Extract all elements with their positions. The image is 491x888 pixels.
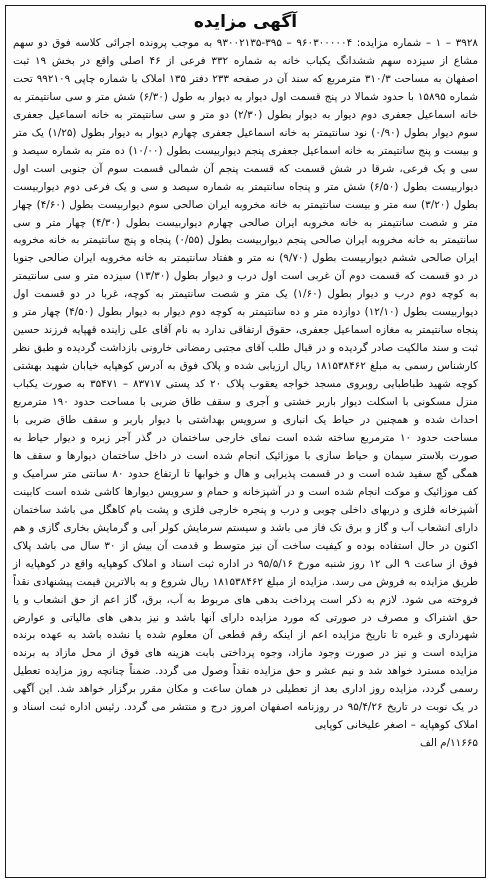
auction-notice bbox=[5, 5, 486, 878]
notice-title: آگهی مزایده bbox=[193, 12, 298, 32]
notice-reference-code: ۱۱۶۶۵/م الف bbox=[420, 737, 478, 750]
notice-body: ۳۹۲۸ – ۱ – شماره مزایده: ۹۶۰۳۰۰۰۰۰۴ – ۳۹۵-۹۳۰۰۲۱۳۵ به موجب پرونده اجرائی کلاسه فوق دو سهم مشاع از سیزده سهم ششدانگ یکباب خانه به شماره ۳۳۲ فرعی از ۴۶ اصلی واقع در بخش ۱۹ ثبت اصفهان به مساحت ۳۱۰/۳ مترمربع که سند آن در صفحه ۲۳۳ دفتر ۱۳۵ املاک با شماره چاپی ۹۹۲۱۰۹ تحت شماره ۱۵۸۹۵ با حدود شمالا در پنج قسمت اول دیوار به دیوار به طول (۶/۳۰) شش متر و سی سانتیمتر به خانه اسماعیل جعفری دوم دیوار به دیوار بطول (۲/۳۰) دو متر و سی سانتیمتر به خانه اسماعیل جعفری سوم دیوار بطول (۰/۹۰) نود سانتیمتر به خانه اسماعیل جعفری چهارم دیوار به دیوار بطول (۱/۲۵) یک متر و بیست و پنج سانتیمتر به خانه اسماعیل جعفری پنجم دیواربیست بطول (۱۰/۰۰) ده متر به شماره سیصد و سی و یک فرعی، شرقا در شش قسمت که قسمت پنجم آن شمالی قسمت سوم آن جنوبی است اول دیواربیست بطول (۶/۵۰) شش متر و پنجاه سانتیمتر به شماره سیصد و سی و یک فرعی دوم دیواربیست بطول (۳/۲۰) سه متر و بیست سانتیمتر به خانه مخروبه ایران صالحی سوم دیواربیست بطول (۴/۶۰) چهار متر و شصت سانتیمتر به خانه مخروبه ایران صالحی چهارم دیواربیست بطول (۴/۳۰) چهار متر و سی سانتیمتر به خانه مخروبه ایران صالحی پنجم دیواربیست بطول (۰/۵۵) پنجاه و پنج سانتیمتر به خانه مخروبه ایران صالحی ششم دیواربیست بطول (۹/۷۰) نه متر و هفتاد سانتیمتر به خانه مخروبه ایران صالحی جنوبا در دو قسمت که قسمت دوم آن غربی است اول درب و دیوار بطول (۱۳/۳۰) سیزده متر و سی سانتیمتر به کوچه دوم درب و دیوار بطول (۱/۶۰) یک متر و شصت سانتیمتر به کوچه، غربا در دو قسمت اول دیواربیست بطول (۱۲/۱۰) دوازده متر و ده سانتیمتر به کوچه دوم دیوار به دیوار بطول (۴/۵۰) چهار متر و پنجاه سانتیمتر به مغازه اسماعیل جعفری، حقوق ارتفاقی ندارد به نام آقای علی زاینده قهپایه فرزند حسین ثبت و سند مالکیت صادر گردیده و در قبال طلب آقای مجتبی رمضانی خارونی بازداشت گردیده و طبق نظر کارشناس رسمی به مبلغ ۱۸۱۵۳۸۴۶۲ ریال ارزیابی شده و پلاک فوق به آدرس کوهپایه خیابان شهید بهشتی کوچه شهید طباطبایی روبروی مسجد خواجه یعقوب پلاک ۲۰ کد پستی ۸۳۷۱۷ – ۳۵۴۷۱ به صورت یکباب منزل مسکونی با اسکلت دیوار باربر خشتی و آجری و سقف طاق ضربی با مساحت حدود ۱۹۰ مترمربع احداث شده و همچنین در حیاط یک انباری و سرویس بهداشتی با دیوار باربر و سقف طاق ضربی با مساحت حدود ۱۰ مترمربع ساخته شده است نمای خارجی ساختمان در گذر آجر زبره و دیوار حیاط به صورت بلاستر سیمان و حیاط سازی با موزائیک انجام شده است در داخل ساختمان دیوارها و سقف ها همگی گچ سفید شده است و در قسمت پذیرایی و هال و خوابها تا ارتفاع حدود ۸۰ سانتی متر سرامیک و کف موزائیک و موکت انجام شده است و در آشپزخانه و حمام و سرویس دیوارها کاشی شده است کابینت آشپزخانه فلزی و دربهای داخلی چوبی و درب و پنجره خارجی فلزی و پشت بام کاهگل می باشد ساختمان دارای انشعاب آب و گاز و برق تک فاز می باشد و سیستم سرمایش کولر آبی و گرمایش بخاری گازی و هم اکنون در حال استفاده بوده و کیفیت ساخت آن نیز متوسط و قدمت آن بیش از ۳۰ سال می باشد پلاک فوق از ساعت ۹ الی ۱۲ روز شنبه مورخ ۹۵/۵/۱۶ در اداره ثبت اسناد و املاک کوهپایه واقع در کوهپایه از طریق مزایده به فروش می رسد. مزایده از مبلغ ۱۸۱۵۳۸۴۶۲ ریال شروع و به بالاترین قیمت پیشنهادی نقداً فروخته می شود. لازم به ذکر است پرداخت بدهی های مربوط به آب، برق، گاز اعم از حق انشعاب و یا حق اشتراک و مصرف در صورتی که مورد مزایده دارای آنها باشد و نیز بدهی های مالیاتی و عوارض شهرداری و غیره تا تاریخ مزایده اعم از اینکه رقم قطعی آن معلوم شده یا نشده باشد به عهده برنده مزایده است و نیز در صورت وجود مازاد، وجوه پرداختی بابت هزینه های فوق از محل مازاد به برنده مزایده مسترد خواهد شد و نیم عشر و حق مزایده نقداً وصول می گردد. ضمناً چنانچه روز مزایده تعطیل رسمی گردد، مزایده روز اداری بعد از تعطیلی در همان ساعت و مکان مقرر برگزار خواهد شد. این آگهی در یک نوبت در تاریخ ۹۵/۴/۲۶ در روزنامه اصفهان امروز درج و منتشر می گردد. رئیس اداره ثبت اسناد و املاک کوهپایه – اصغر علیخانی کوپایی bbox=[13, 37, 479, 732]
